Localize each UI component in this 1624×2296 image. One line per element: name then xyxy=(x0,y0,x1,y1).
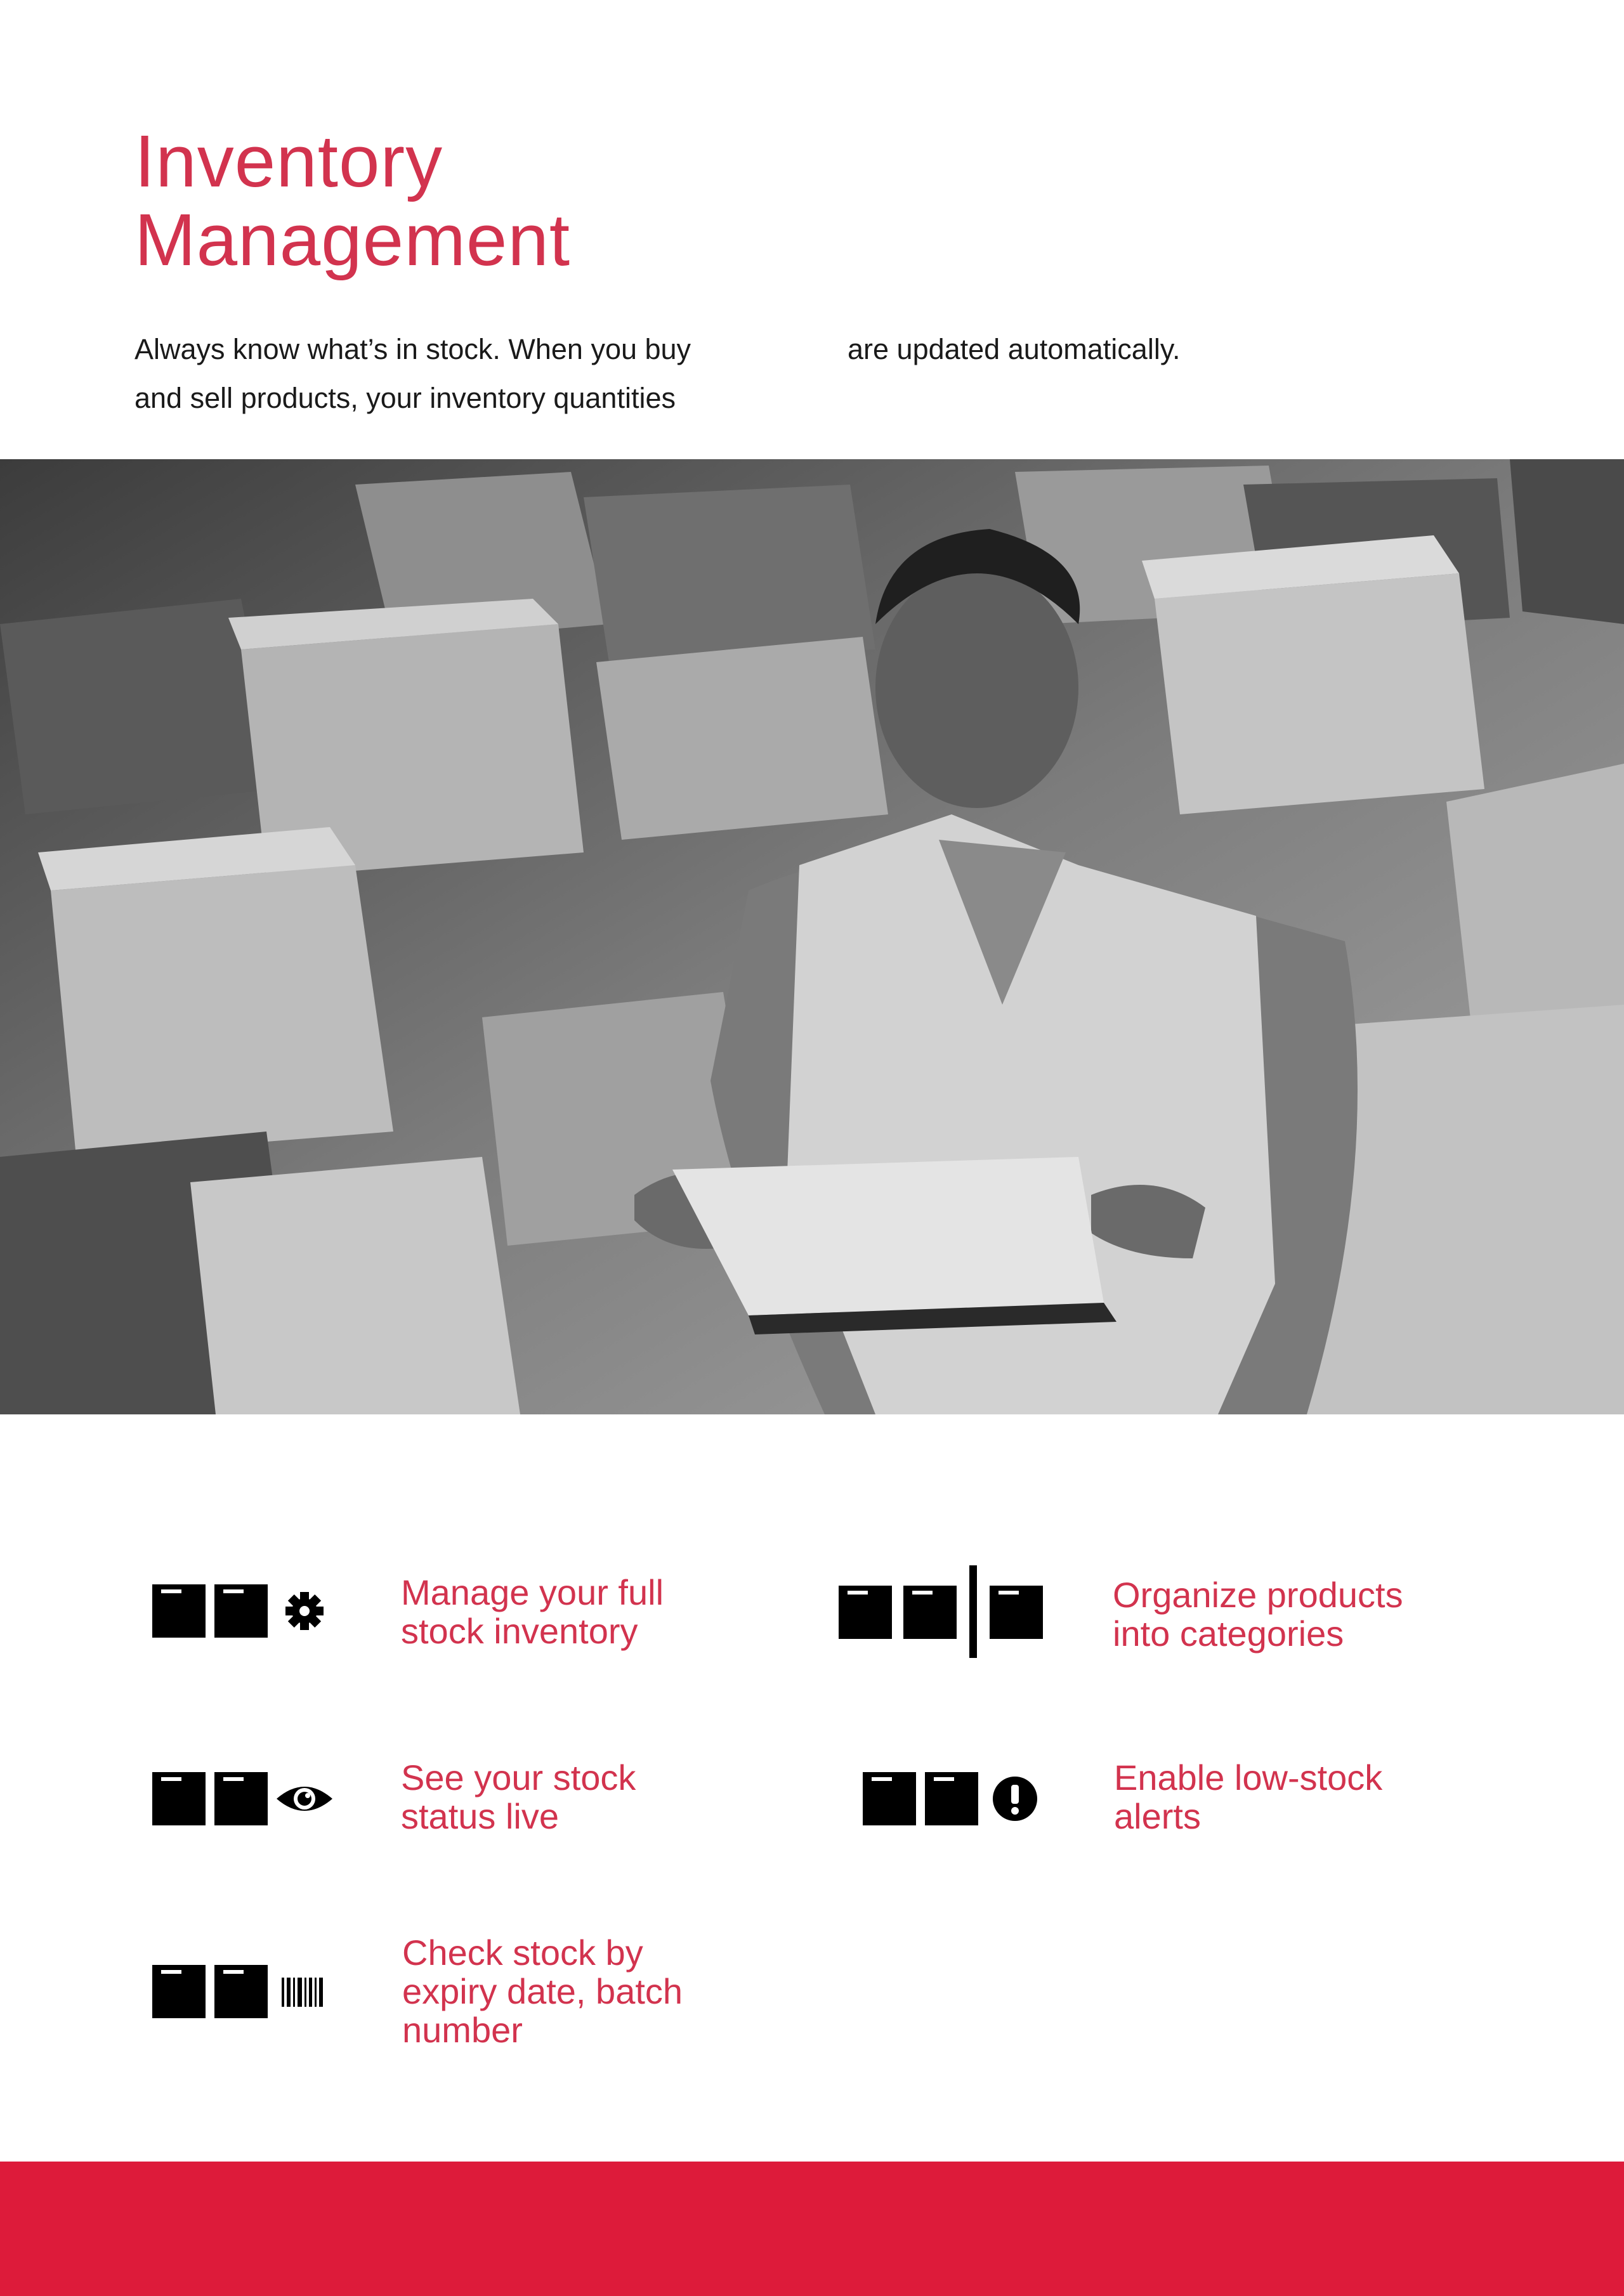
intro-column-2 xyxy=(848,325,1495,374)
feature-2-line-2: into categories xyxy=(1113,1614,1344,1654)
feature-1-line-2: stock inventory xyxy=(401,1611,638,1651)
feature-low-stock-alerts xyxy=(1114,1758,1495,1836)
boxes-gear-icon xyxy=(152,1579,336,1643)
feature-organize-categories xyxy=(1113,1575,1493,1653)
boxes-eye-icon xyxy=(152,1767,336,1830)
boxes-barcode-icon xyxy=(152,1960,336,2023)
title-line-1: Inventory xyxy=(134,120,443,202)
feature-4-line-2: alerts xyxy=(1114,1796,1201,1836)
feature-check-expiry-batch xyxy=(402,1933,783,2049)
intro-column-1 xyxy=(134,325,782,422)
boxes-alert-icon xyxy=(863,1767,1040,1830)
intro-line-1: Always know what’s in stock. When you buy xyxy=(134,333,691,365)
warehouse-worker-photo xyxy=(0,459,1624,1414)
feature-3-line-1: See your stock xyxy=(401,1758,636,1797)
feature-5-line-1: Check stock by xyxy=(402,1933,643,1973)
feature-stock-status-live xyxy=(401,1758,782,1836)
footer-band xyxy=(0,2162,1624,2296)
feature-3-line-2: status live xyxy=(401,1796,559,1836)
boxes-categories-icon xyxy=(839,1565,1044,1658)
feature-manage-inventory xyxy=(401,1573,782,1650)
intro-line-3: are updated automatically. xyxy=(848,333,1181,365)
feature-5-line-3: number xyxy=(402,2010,523,2050)
feature-4-line-1: Enable low-stock xyxy=(1114,1758,1383,1797)
title-line-2: Management xyxy=(134,199,571,281)
intro-line-2: and sell products, your inventory quantities xyxy=(134,382,676,414)
page-title xyxy=(134,122,570,279)
feature-2-line-1: Organize products xyxy=(1113,1575,1403,1615)
feature-5-line-2: expiry date, batch xyxy=(402,1971,683,2011)
feature-1-line-1: Manage your full xyxy=(401,1572,664,1612)
